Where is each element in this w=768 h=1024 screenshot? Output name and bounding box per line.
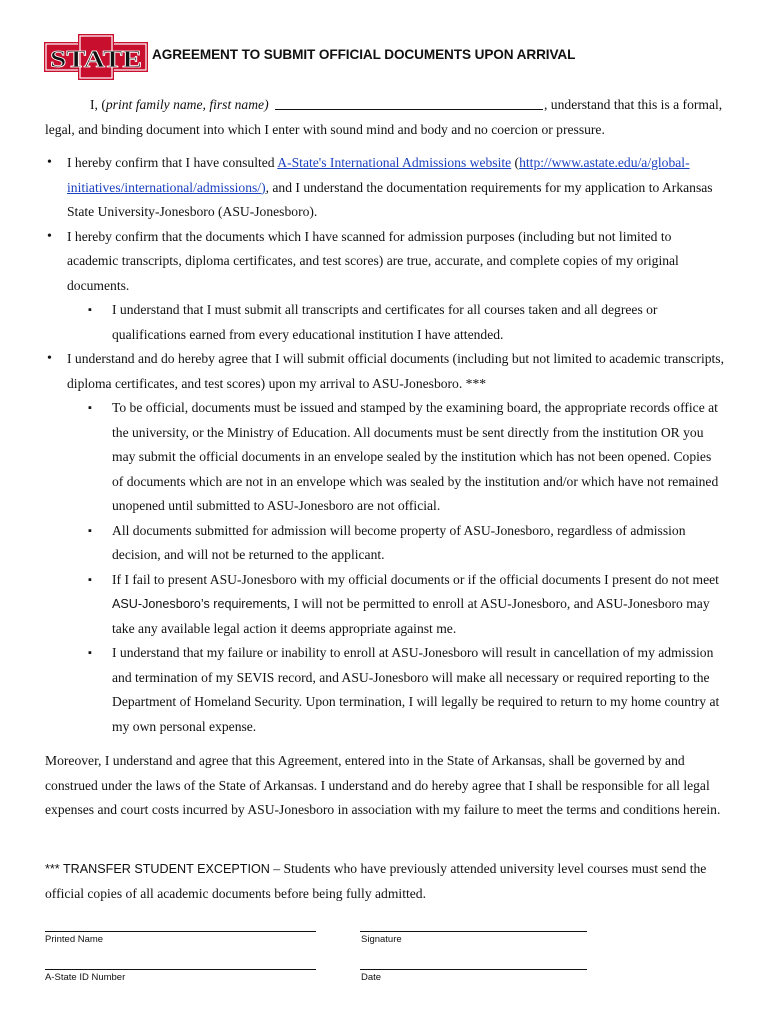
sub-list-item bbox=[67, 568, 724, 642]
list-item bbox=[45, 151, 724, 225]
sub-item-3-rest: , I will not be permitted to enroll at ASU-Jonesboro, and ASU-Jonesboro may take any available legal action it deems appropriate against me. bbox=[112, 596, 710, 636]
sub-list-item: ▪ I understand that my failure or inability to enroll at ASU-Jonesboro will result in cancellation of my admission and termination of my SEVIS record, and ASU-Jonesboro will make all necessary or required reporting to the Department of Homeland Security. Upon termination, I will legally be required to return to my home country at my own personal expense. bbox=[67, 641, 724, 739]
admissions-website-link[interactable]: A-State's International Admissions website bbox=[277, 155, 512, 170]
bullet-1-rest: , and I understand the documentation requirements for my application to Arkansas State University-Jonesboro (ASU-Jonesboro). bbox=[67, 179, 713, 219]
sub-item-3-text: If I fail to present ASU-Jonesboro with my official documents or if the official documents I present do not meet bbox=[112, 571, 719, 587]
id-number-line[interactable] bbox=[45, 969, 316, 970]
name-instruction: print family name, first name) bbox=[105, 97, 269, 112]
a-state-logo bbox=[44, 34, 148, 80]
bullet-1-paren: ( bbox=[511, 155, 520, 170]
sub-list-item: ▪ To be official, documents must be issued and stamped by the examining board, the appropriate records office at the university, or the Ministry of Education. All documents must be sent directly from the institution OR you may submit the official documents in an envelope sealed by the institution which has not been opened. Copies of documents which are not in an envelope which was sealed by the institution and/or which have not remained unopened until submitted to ASU-Jonesboro are not official. bbox=[67, 396, 724, 519]
transfer-exception-paragraph bbox=[45, 857, 724, 906]
intro-suffix: , understand that this is a formal, legal, and binding document into which I enter with sound mind and body and no coercion or pressure. bbox=[45, 97, 723, 137]
intro-paragraph bbox=[45, 93, 724, 142]
transfer-exception-text: – Students who have previously attended university level courses must send the official copies of all academic documents before being fully admitted. bbox=[45, 861, 707, 901]
admissions-url-link[interactable]: http://www.astate.edu/a/global-initiatives/international/admissions/) bbox=[67, 155, 690, 195]
agreement-list bbox=[45, 151, 724, 739]
name-blank-line[interactable] bbox=[275, 95, 543, 110]
printed-name-label: Printed Name bbox=[45, 934, 104, 945]
signature-line[interactable] bbox=[360, 931, 587, 932]
list-item bbox=[45, 225, 724, 348]
id-number-label: A-State ID Number bbox=[45, 972, 126, 983]
sub-list-item: ▪ All documents submitted for admission will become property of ASU-Jonesboro, regardless of admission decision, and will not be returned to the applicant. bbox=[67, 519, 724, 568]
date-label: Date bbox=[361, 972, 382, 983]
closing-paragraph: Moreover, I understand and agree that this Agreement, entered into in the State of Arkansas, shall be governed by and construed under the laws of the State of Arkansas. I understand and do hereby agree that I shall be responsible for all legal expenses and court costs incurred by ASU-Jonesboro in association with my failure to meet the terms and conditions herein. bbox=[45, 753, 721, 817]
transfer-exception-label: *** TRANSFER STUDENT EXCEPTION bbox=[45, 862, 270, 876]
document-title: AGREEMENT TO SUBMIT OFFICIAL DOCUMENTS UPON ARRIVAL bbox=[152, 47, 576, 62]
requirements-phrase: ASU-Jonesboro’s requirements bbox=[112, 597, 287, 611]
sub-list bbox=[67, 298, 724, 347]
list-item bbox=[45, 347, 724, 739]
signature-section bbox=[45, 920, 725, 990]
signature-label: Signature bbox=[361, 934, 402, 945]
intro-prefix: I, ( bbox=[90, 97, 106, 112]
bullet-2-text: I hereby confirm that the documents which I have scanned for admission purposes (including but not limited to academic transcripts, diploma certificates, and test scores) are true, accurate, and complete copies of my original documents. bbox=[67, 228, 679, 293]
printed-name-line[interactable] bbox=[45, 931, 316, 932]
svg-text:STATE: STATE bbox=[50, 47, 142, 73]
bullet-3-text: I understand and do hereby agree that I will submit official documents (including but not limited to academic transcripts, diploma certificates, and test scores) upon my arrival to ASU-Jonesboro. *** bbox=[67, 351, 724, 391]
date-line[interactable] bbox=[360, 969, 587, 970]
sub-list-item: ▪ I understand that I must submit all transcripts and certificates for all courses taken and all degrees or qualifications earned from every educational institution I have attended. bbox=[67, 298, 724, 347]
bullet-1-text: I hereby confirm that I have consulted bbox=[67, 155, 278, 170]
sub-list bbox=[67, 396, 724, 739]
